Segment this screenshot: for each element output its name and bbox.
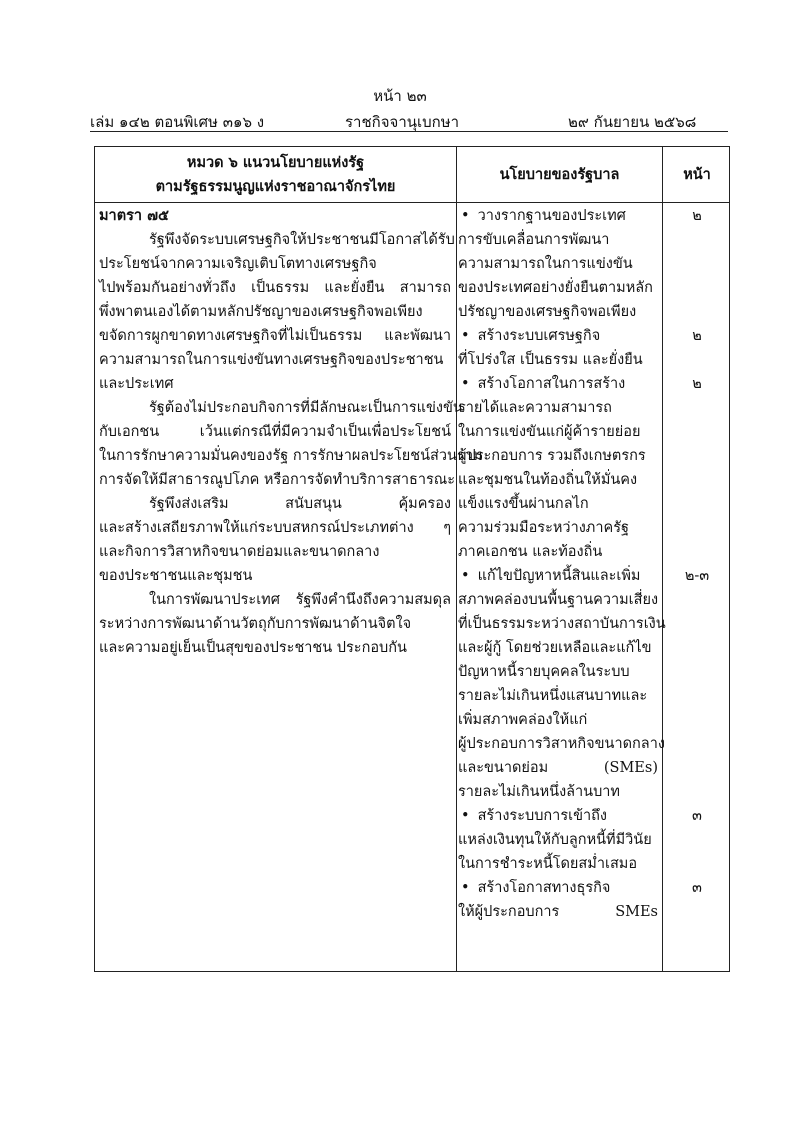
policy-line: รายละไม่เกินหนึ่งล้านบาท <box>458 784 620 800</box>
policy-table <box>94 146 730 972</box>
policy-line: การขับเคลื่อนการพัฒนา <box>458 232 610 248</box>
policy-line: ผู้ประกอบการวิสาหกิจขนาดกลาง <box>458 736 665 752</box>
policy-line: ที่เป็นธรรมระหว่างสถาบันการเงิน <box>458 616 666 632</box>
constitution-text-line: ในการพัฒนาประเทศ รัฐพึงคำนึงถึงความสมดุล <box>149 592 451 608</box>
policy-line: และผู้กู้ โดยช่วยเหลือและแก้ไข <box>458 640 652 656</box>
page-reference: ๒ <box>692 328 702 344</box>
policy-line: รายละไม่เกินหนึ่งแสนบาทและ <box>458 688 648 704</box>
policy-line: ที่โปร่งใส เป็นธรรม และยั่งยืน <box>458 352 643 368</box>
constitution-text-line: ความสามารถในการแข่งขันทางเศรษฐกิจของประชาชน <box>99 352 444 368</box>
page-reference: ๒ <box>692 208 702 224</box>
constitution-text-line: และกิจการวิสาหกิจขนาดย่อมและขนาดกลาง <box>99 544 380 560</box>
constitution-text-line: รัฐต้องไม่ประกอบกิจการที่มีลักษณะเป็นการแข่งขัน <box>149 400 463 416</box>
policy-line: ให้ผู้ประกอบการ SMEs <box>458 904 658 920</box>
policy-line: • สร้างโอกาสทางธุรกิจ <box>458 876 658 900</box>
header-row-divider <box>95 202 729 203</box>
policy-line: และชุมชนในท้องถิ่นให้มั่นคง <box>458 472 638 488</box>
gazette-volume: เล่ม ๑๔๒ ตอนพิเศษ ๓๑๖ ง <box>90 113 265 131</box>
policy-line: • แก้ไขปัญหาหนี้สินและเพิ่ม <box>458 564 658 588</box>
constitution-text-line: รัฐพึงส่งเสริม สนับสนุน คุ้มครอง <box>149 496 451 512</box>
section-title: มาตรา ๗๕ <box>99 207 169 224</box>
constitution-header-line: หมวด ๖ แนวนโยบายแห่งรัฐ <box>186 153 365 171</box>
constitution-text-line: กับเอกชน เว้นแต่กรณีที่มีความจำเป็นเพื่อประโยชน์ <box>99 424 451 440</box>
policy-line: ของประเทศอย่างยั่งยืนตามหลัก <box>458 280 653 296</box>
policy-line: และขนาดย่อม (SMEs) <box>458 760 658 776</box>
government-policy-column-header: นโยบายของรัฐบาล <box>499 165 620 183</box>
constitution-text-line: และสร้างเสถียรภาพให้แก่ระบบสหกรณ์ประเภทต่าง ๆ <box>99 520 451 536</box>
policy-line: ปัญหาหนี้รายบุคคลในระบบ <box>458 664 630 680</box>
constitution-text-line: ของประชาชนและชุมชน <box>99 568 253 584</box>
policy-line: ความสามารถในการแข่งขัน <box>458 256 633 272</box>
page-number: หน้า ๒๓ <box>373 87 427 105</box>
policy-line: ความร่วมมือระหว่างภาครัฐ <box>458 520 629 536</box>
gazette-name: ราชกิจจานุเบกษา <box>345 113 460 131</box>
gazette-date: ๒๙ กันยายน ๒๕๖๘ <box>568 113 697 131</box>
policy-line: รายได้และความสามารถ <box>458 400 612 416</box>
constitution-text-line: ประโยชน์จากความเจริญเติบโตทางเศรษฐกิจ <box>99 256 377 272</box>
header-rule <box>90 131 728 132</box>
constitution-text-line: ขจัดการผูกขาดทางเศรษฐกิจที่ไม่เป็นธรรม และพัฒนา <box>99 328 451 344</box>
policy-line: ภาคเอกชน และท้องถิ่น <box>458 544 603 560</box>
constitution-column-header <box>95 147 456 202</box>
page-reference: ๓ <box>692 808 702 824</box>
policy-line: • สร้างระบบเศรษฐกิจ <box>458 324 658 348</box>
column-divider <box>662 147 663 971</box>
constitution-text-line: และความอยู่เย็นเป็นสุขของประชาชน ประกอบกัน <box>99 640 407 656</box>
column-divider <box>456 147 457 971</box>
page-reference: ๒ <box>692 376 702 392</box>
page-reference: ๒-๓ <box>684 568 710 584</box>
policy-line: แข็งแรงขึ้นผ่านกลไก <box>458 496 589 512</box>
page-column-header: หน้า <box>683 165 711 183</box>
constitution-text-line: และประเทศ <box>99 376 174 392</box>
constitution-text-line: ไปพร้อมกันอย่างทั่วถึง เป็นธรรม และยั่งยืน สามารถ <box>99 280 451 296</box>
constitution-text-line: ระหว่างการพัฒนาด้านวัตถุกับการพัฒนาด้านจิตใจ <box>99 616 412 632</box>
policy-line: เพิ่มสภาพคล่องให้แก่ <box>458 712 588 728</box>
constitution-text-line: การจัดให้มีสาธารณูปโภค หรือการจัดทำบริการสาธารณะ <box>99 472 455 488</box>
policy-line: ผู้ประกอบการ รวมถึงเกษตรกร <box>458 448 646 464</box>
constitution-text-line: พึ่งพาตนเองได้ตามหลักปรัชญาของเศรษฐกิจพอเพียง <box>99 304 423 320</box>
policy-line: สภาพคล่องบนพื้นฐานความเสี่ยง <box>458 592 659 608</box>
policy-line: • สร้างโอกาสในการสร้าง <box>458 372 658 396</box>
policy-line: ปรัชญาของเศรษฐกิจพอเพียง <box>458 304 637 320</box>
policy-line: แหล่งเงินทุนให้กับลูกหนี้ที่มีวินัย <box>458 832 652 848</box>
policy-line: • วางรากฐานของประเทศ <box>458 204 658 228</box>
policy-line: ในการแข่งขันแก่ผู้ค้ารายย่อย <box>458 424 641 440</box>
constitution-text-line: รัฐพึงจัดระบบเศรษฐกิจให้ประชาชนมีโอกาสได้รับ <box>149 232 455 248</box>
constitution-text-line: ในการรักษาความมั่นคงของรัฐ การรักษาผลประโยชน์ส่วนรวม <box>99 448 483 464</box>
policy-line: ในการชำระหนี้โดยสม่ำเสมอ <box>458 856 638 872</box>
policy-line: • สร้างระบบการเข้าถึง <box>458 804 658 828</box>
constitution-header-line: ตามรัฐธรรมนูญแห่งราชอาณาจักรไทย <box>155 177 396 195</box>
page-reference: ๓ <box>692 880 702 896</box>
